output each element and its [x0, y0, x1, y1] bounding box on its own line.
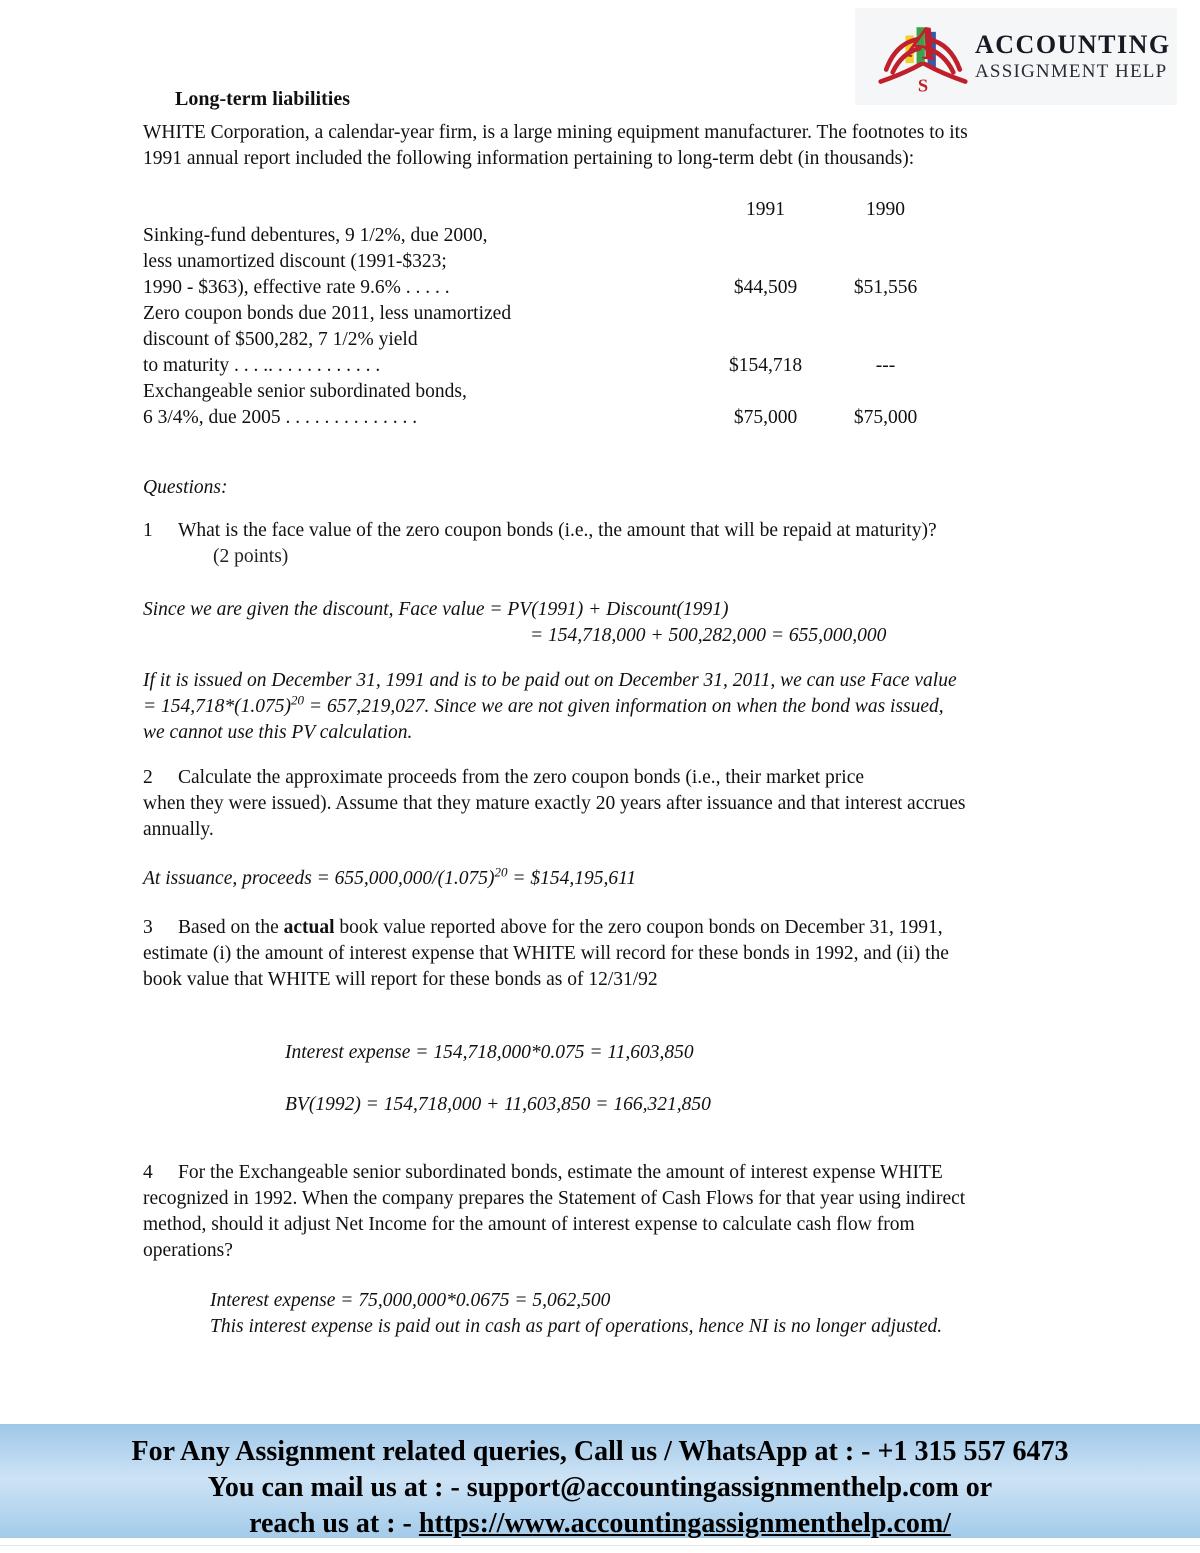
value-1991: $44,509: [733, 277, 798, 298]
value-1991: $75,000: [733, 407, 798, 428]
question-text: operations?: [143, 1240, 233, 1261]
intro-paragraph: [143, 120, 1078, 172]
website-link[interactable]: https://www.accountingassignmenthelp.com/: [418, 1508, 951, 1539]
question-number: 1: [143, 520, 153, 541]
question-text: annually.: [143, 819, 214, 840]
question-text: For the Exchangeable senior subordinated bonds, estimate the amount of interest expense WHITE: [178, 1162, 943, 1183]
table-row: [143, 379, 1048, 431]
question-text: Calculate the approximate proceeds from the zero coupon bonds (i.e., their market price: [178, 767, 865, 788]
question-text: method, should it adjust Net Income for the amount of interest expense to calculate cash flow from: [143, 1214, 915, 1235]
answer-line: Interest expense = 154,718,000*0.075 = 11,603,850: [285, 1042, 694, 1063]
exponent: 20: [494, 864, 508, 880]
svg-text:S: S: [917, 75, 929, 96]
question-number: 4: [143, 1162, 153, 1183]
row-label-line: Sinking-fund debentures, 9 1/2%, due 2000,: [143, 225, 488, 246]
answer-4: [143, 1288, 1078, 1340]
answer-1: [143, 597, 1078, 649]
answer-line: If it is issued on December 31, 1991 and is to be paid out on December 31, 2011, we can use Face value: [143, 670, 957, 691]
value-1990: $51,556: [853, 277, 918, 298]
row-label-line: 1990 - $363), effective rate 9.6% . . . . .: [143, 277, 450, 298]
row-label-line: less unamortized discount (1991-$323;: [143, 251, 447, 272]
page-bottom-rule: [0, 1545, 1200, 1546]
answer-1-note: [143, 668, 1078, 746]
value-1990: ---: [875, 355, 896, 376]
row-label-line: discount of $500,282, 7 1/2% yield: [143, 329, 418, 350]
table-row: [143, 301, 1048, 379]
question-number: 2: [143, 767, 153, 788]
page-title: Long-term liabilities: [175, 88, 350, 110]
answer-line: Since we are given the discount, Face value = PV(1991) + Discount(1991): [143, 599, 729, 620]
row-label-line: 6 3/4%, due 2005 . . . . . . . . . . . . . .: [143, 407, 418, 428]
column-header-1990: 1990: [866, 199, 905, 220]
svg-text:A: A: [903, 14, 943, 71]
question-3: [143, 915, 1078, 993]
question-text: estimate (i) the amount of interest expense that WHITE will record for these bonds in 1992, and (ii) the: [143, 943, 949, 964]
support-email: support@accountingassignmenthelp.com: [466, 1472, 959, 1503]
question-2: [143, 765, 1078, 843]
question-text: book value reported above for the zero coupon bonds on December 31, 1991,: [334, 917, 943, 938]
questions-label: Questions:: [143, 477, 228, 498]
question-1: [143, 518, 1078, 567]
answer-line: This interest expense is paid out in cash as part of operations, hence NI is no longer adjusted.: [210, 1316, 943, 1337]
table-row: [143, 223, 1048, 301]
banner-phone-line: For Any Assignment related queries, Call us / WhatsApp at : - +1 315 557 6473: [131, 1436, 1069, 1467]
question-text: book value that WHITE will report for these bonds as of 12/31/92: [143, 969, 658, 990]
answer-3: [143, 1040, 1078, 1118]
clipped-points-note: (2 points): [213, 546, 289, 567]
answer-line: = 154,718,000 + 500,282,000 = 655,000,000: [530, 625, 887, 646]
question-number: 3: [143, 917, 153, 938]
question-text: when they were issued). Assume that they mature exactly 20 years after issuance and that interest accrues: [143, 793, 966, 814]
answer-line: BV(1992) = 154,718,000 + 11,603,850 = 166,321,850: [285, 1094, 711, 1115]
answer-line: we cannot use this PV calculation.: [143, 722, 413, 743]
intro-line: 1991 annual report included the following information pertaining to long-term debt (in thousands):: [143, 148, 915, 169]
contact-banner: [0, 1424, 1200, 1538]
question-text-bold: actual: [283, 917, 335, 938]
brand-title: ACCOUNTING: [975, 30, 1171, 60]
brand-subtitle: ASSIGNMENT HELP: [975, 60, 1168, 82]
question-4: [143, 1160, 1078, 1264]
table-header-row: [143, 197, 1048, 223]
row-label-line: Zero coupon bonds due 2011, less unamortized: [143, 303, 512, 324]
question-text: Based on the: [178, 917, 284, 938]
row-label-line: Exchangeable senior subordinated bonds,: [143, 381, 467, 402]
document-body: [143, 0, 1078, 1340]
question-text: recognized in 1992. When the company prepares the Statement of Cash Flows for that year using indirect: [143, 1188, 966, 1209]
banner-email-line: You can mail us at : - support@accountingassignmenthelp.com or: [207, 1472, 993, 1503]
value-1990: $75,000: [853, 407, 918, 428]
long-term-debt-table: [143, 197, 1048, 431]
answer-line: = $154,718*(1.075)^{20} = 657,219,027$. Since we are not given information on when the bond was issued,: [143, 692, 944, 717]
answer-line: Interest expense = 75,000,000*0.0675 = 5,062,500: [210, 1290, 611, 1311]
banner-url-line: reach us at : - https://www.accountingassignmenthelp.com/: [249, 1508, 951, 1539]
value-1991: $154,718: [728, 355, 803, 376]
question-text: What is the face value of the zero coupon bonds (i.e., the amount that will be repaid at maturity)?: [178, 520, 937, 541]
column-header-1991: 1991: [746, 199, 785, 220]
intro-line: WHITE Corporation, a calendar-year firm, is a large mining equipment manufacturer. The footnotes to its: [143, 122, 968, 143]
exponent: 20: [291, 692, 305, 708]
answer-2: At issuance, proceeds = $655,000,000/(1.075)^{20}$ = $154,195,611: [143, 864, 637, 889]
row-label-line: to maturity . . . .. . . . . . . . . . . .: [143, 355, 381, 376]
